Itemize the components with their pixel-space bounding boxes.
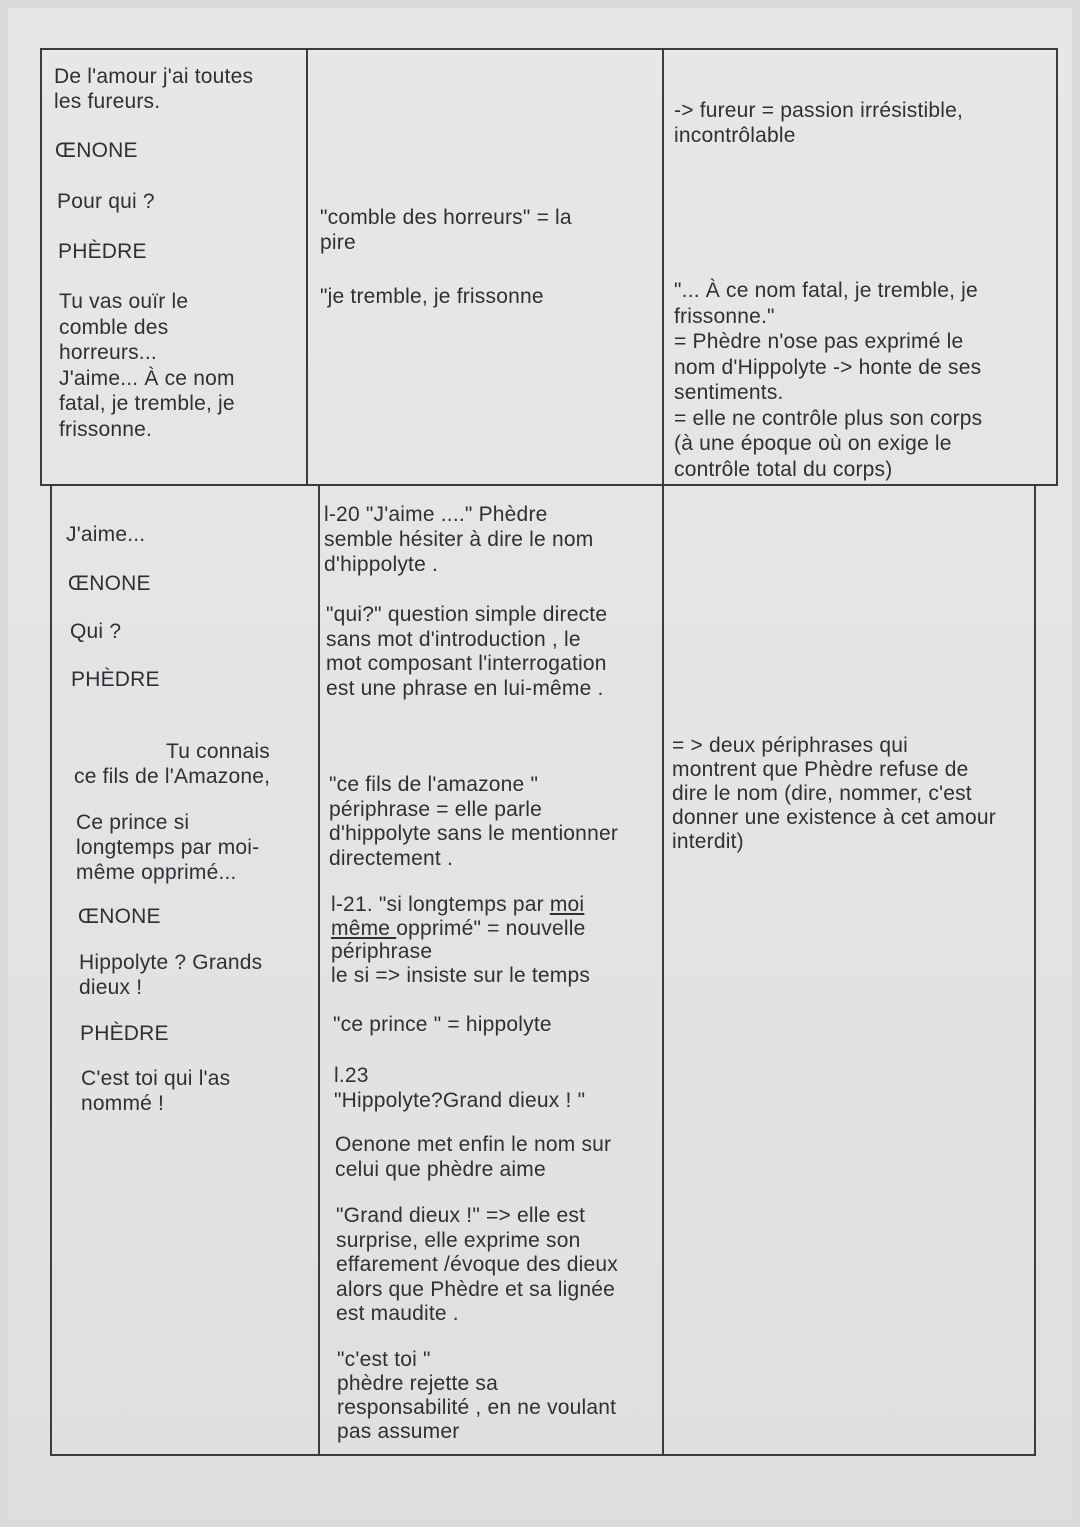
column-divider — [306, 50, 308, 484]
speaker-name: PHÈDRE — [80, 1022, 169, 1045]
interpretation-note: -> fureur = passion irrésistible, incontrôlable — [674, 99, 964, 147]
speaker-name: ŒNONE — [55, 139, 138, 162]
table-block-2 — [50, 484, 1036, 1456]
interpretation-note: = > deux périphrases qui montrent que Phèdre refuse de dire le nom (dire, nommer, c'est donner une existence à cet amour interdit) — [672, 734, 996, 853]
speaker-name: PHÈDRE — [71, 668, 160, 691]
interpretation-note: "... À ce nom fatal, je tremble, je frissonne." = Phèdre n'ose pas exprimé le nom d'Hippolyte -> honte de ses sentiments. = elle ne contrôle plus son corps (à une époque où on exige le contrôle total du corps) — [674, 279, 983, 481]
column-divider — [662, 50, 664, 484]
text-line: Qui ? — [70, 620, 122, 643]
analysis-note: "ce fils de l'amazone " périphrase = elle parle d'hippolyte sans le mentionner directement . — [329, 773, 619, 870]
analysis-note: l.23 "Hippolyte?Grand dieux ! " — [334, 1064, 586, 1112]
speaker-name: ŒNONE — [78, 905, 161, 928]
analysis-note: "Grand dieux !" => elle est surprise, elle exprime son effarement /évoque des dieux alors que Phèdre et sa lignée est maudite . — [336, 1204, 618, 1325]
text-line: J'aime... — [66, 523, 146, 546]
text-excerpt: Tu connais ce fils de l'Amazone, — [74, 740, 271, 788]
analysis-note: "comble des horreurs" = la pire — [320, 206, 572, 254]
analysis-note: l-21. "si longtemps par moi même opprimé" = nouvelle périphrase le si => insiste sur le temps — [331, 893, 591, 987]
table-block-1 — [40, 48, 1058, 486]
text-line: Pour qui ? — [57, 190, 155, 213]
analysis-note: "qui?" question simple directe sans mot d'introduction , le mot composant l'interrogation est une phrase en lui-même . — [326, 603, 608, 700]
analysis-note: l-20 "J'aime ...." Phèdre semble hésiter à dire le nom d'hippolyte . — [324, 503, 594, 576]
column-divider — [662, 486, 664, 1454]
column-divider — [318, 486, 320, 1454]
analysis-note: "c'est toi " phèdre rejette sa responsabilité , en ne voulant pas assumer — [337, 1348, 617, 1443]
analysis-note: "ce prince " = hippolyte — [333, 1013, 552, 1036]
text-excerpt: Ce prince si longtemps par moi- même opprimé... — [76, 811, 260, 884]
speaker-name: PHÈDRE — [58, 240, 147, 263]
text-excerpt: Tu vas ouïr le comble des horreurs... J'aime... À ce nom fatal, je tremble, je frissonne. — [59, 290, 235, 441]
document-sheet — [8, 8, 1072, 1520]
text-excerpt: C'est toi qui l'as nommé ! — [81, 1067, 231, 1115]
text-excerpt: De l'amour j'ai toutes les fureurs. — [54, 65, 254, 113]
analysis-note: "je tremble, je frissonne — [320, 285, 544, 308]
speaker-name: ŒNONE — [68, 572, 151, 595]
text-excerpt: Hippolyte ? Grands dieux ! — [79, 951, 263, 999]
analysis-note: Oenone met enfin le nom sur celui que phèdre aime — [335, 1133, 612, 1181]
